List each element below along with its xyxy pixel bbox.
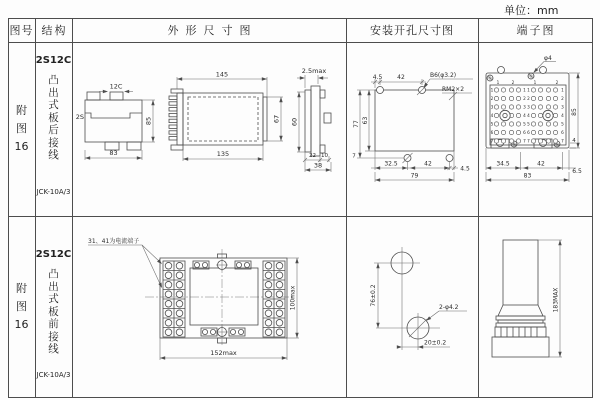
- row-label: 7: [490, 138, 494, 144]
- table-border-bottom: [8, 397, 593, 398]
- dim-side-body: 135: [216, 150, 230, 158]
- current-terminal-note: 31、41为电流端子: [88, 238, 140, 245]
- dim-profile-d1: 22: [309, 153, 316, 159]
- dim-front-left: 2S: [75, 113, 84, 121]
- header-terminal: 端子图: [516, 24, 556, 37]
- structure-char: 出: [48, 280, 59, 293]
- row-label: 7: [561, 138, 564, 144]
- structure-char: 线: [48, 343, 59, 355]
- row-label: 4 4: [523, 113, 530, 118]
- row-label: 3 3: [523, 104, 530, 110]
- model-label: 2S12C: [35, 55, 72, 66]
- screw-mark: [528, 73, 535, 80]
- dim-front-width: 83: [109, 149, 118, 157]
- structure-char: 接: [48, 136, 59, 149]
- dim-bottom-offset: 32.5: [384, 160, 398, 168]
- structure-char: 凸: [48, 268, 59, 280]
- fig-char: 附: [16, 104, 27, 117]
- screw-mark: [487, 75, 494, 82]
- header-fig-no: 图号: [9, 24, 34, 37]
- dim-profile-height: 60: [290, 117, 299, 127]
- dim-hole-vertical: 76±0.2: [370, 284, 377, 307]
- row-label: 2 2: [523, 96, 530, 101]
- row-label: 6 6: [523, 130, 530, 135]
- row-label: 1 1: [523, 87, 530, 93]
- dim-bottom-span: 42: [424, 160, 432, 168]
- fig-char: 附: [16, 281, 27, 295]
- dim-terminal-small: 4: [572, 138, 576, 144]
- dim-side-total: 145: [215, 70, 229, 79]
- terminal-row-labels-center: [523, 88, 530, 144]
- row1-structure: [35, 42, 72, 216]
- dim-terminal-b2: 42: [537, 160, 545, 168]
- fig-char: 图: [16, 122, 27, 135]
- structure-char: 式: [48, 293, 59, 305]
- dim-terminal-total: 83: [523, 172, 532, 180]
- fig-char: 16: [14, 140, 29, 153]
- dim-left-total: 77: [353, 120, 360, 128]
- dim-front-height: 85: [144, 116, 153, 126]
- dim-terminal-b3: 6.5: [572, 168, 582, 175]
- structure-char: 式: [48, 99, 59, 111]
- dim-front-top: 12C: [109, 82, 123, 91]
- header-structure: 结构: [41, 24, 68, 37]
- dim-side-height: 67: [272, 114, 281, 124]
- model-label: 2S12C: [35, 249, 72, 260]
- row2-outline-drawing: [72, 216, 346, 397]
- hole-spec-label: 2-φ4.2: [439, 304, 459, 311]
- top-fixtures: [193, 259, 251, 271]
- row-label: 5 5: [523, 121, 530, 127]
- structure-char: 凸: [48, 74, 59, 86]
- structure-char: 前: [48, 318, 59, 330]
- row-label: 7 7: [523, 138, 530, 144]
- dim-hole: φ4: [544, 55, 552, 62]
- header-mounting: 安装开孔尺寸图: [370, 24, 454, 37]
- col-label: 2: [555, 80, 559, 85]
- row-label: 1: [490, 87, 494, 93]
- col-label: 2: [511, 80, 515, 85]
- dim-left-inner: 63: [362, 116, 369, 125]
- row2-fig-no: [8, 216, 35, 397]
- row2-mounting-drawing: [346, 216, 478, 397]
- dim-terminal-height: 85: [571, 108, 578, 116]
- dim-left-bottom: 7: [352, 153, 356, 160]
- dim-width-max: 152max: [210, 349, 237, 357]
- bottom-fixtures: [201, 326, 245, 338]
- dim-profile-total: 38: [313, 161, 323, 170]
- structure-char: 后: [48, 124, 59, 136]
- row2-structure: [35, 216, 72, 397]
- row1-terminal-drawing: [478, 42, 592, 216]
- row-label: 3: [561, 104, 564, 110]
- row1-mounting-drawing: [346, 42, 478, 216]
- dim-height-max: 100max: [289, 285, 297, 311]
- structure-char: 接: [48, 330, 59, 343]
- unit-label: 单位：mm: [504, 4, 559, 17]
- terminal-col-labels: [497, 80, 559, 85]
- structure-char: 线: [48, 149, 59, 161]
- dim-top-span: 42: [397, 74, 405, 81]
- dim-overall-height: 183MAX: [552, 287, 560, 313]
- row-label: 5: [490, 121, 494, 127]
- screw-spec-label: RM2×2: [442, 86, 465, 93]
- side-view: [169, 71, 283, 162]
- dim-profile-d2: 10: [321, 153, 328, 159]
- structure-char: 板: [48, 305, 59, 318]
- panel-profile-view: [291, 67, 332, 172]
- dim-terminal-b1: 34.5: [496, 160, 510, 168]
- row-label: 6: [561, 130, 564, 135]
- col-label: 1: [533, 80, 537, 85]
- terminal-row-labels-right: [561, 88, 564, 144]
- row-label: 4: [490, 113, 494, 118]
- row2-terminal-drawing: [478, 216, 592, 397]
- dim-hole-horizontal: 20±0.2: [424, 339, 447, 347]
- row-label: 6: [490, 130, 494, 135]
- relay-model-label: JCK-10A/3: [36, 188, 71, 196]
- row-label: 4: [561, 113, 564, 118]
- row-label: 2: [561, 96, 564, 101]
- row-label: 2: [490, 96, 494, 101]
- row1-fig-no: [8, 42, 35, 216]
- dim-bottom-right: 4.5: [460, 165, 470, 173]
- fig-char: 图: [16, 299, 27, 313]
- header-outline: 外形尺寸图: [167, 24, 258, 37]
- dim-bottom-total: 79: [410, 172, 419, 180]
- row-label: 5: [561, 121, 564, 127]
- row-label: 1: [561, 87, 564, 93]
- structure-char: 板: [48, 111, 59, 124]
- table-border-right: [592, 18, 593, 398]
- hole-spec-label: B6(φ3.2): [430, 72, 457, 79]
- dim-top-offset: 4.5: [372, 74, 383, 81]
- structure-char: 出: [48, 86, 59, 99]
- dim-profile-panel: 2.5max: [301, 67, 327, 75]
- col-label: 1: [496, 80, 500, 85]
- fig-char: 16: [14, 317, 29, 331]
- front-view: [76, 83, 155, 161]
- row1-outline-drawing: [72, 42, 346, 216]
- relay-model-label: JCK-10A/3: [36, 371, 71, 379]
- terminal-row-labels-left: [491, 88, 494, 144]
- row-label: 3: [490, 104, 494, 110]
